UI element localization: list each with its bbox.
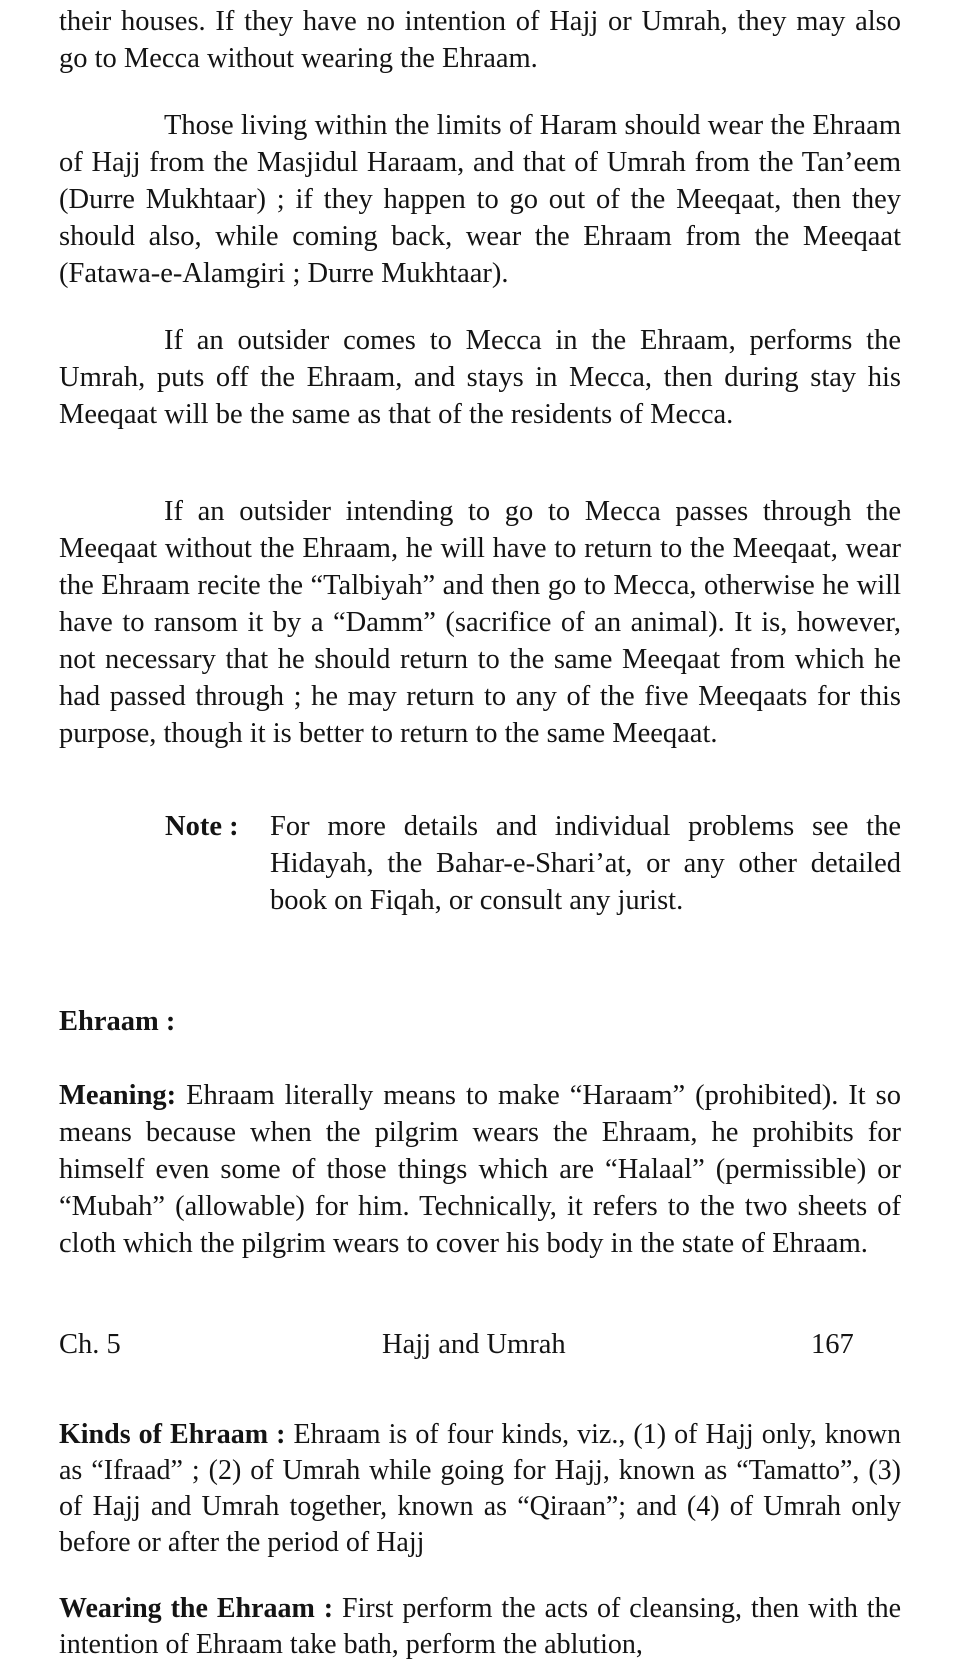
footer-title: Hajj and Umrah [382,1329,566,1360]
paragraph-continuation: their houses. If they have no intention of Hajj or Umrah, they may also go to Mecca without wearing the Ehraam. [59,6,901,74]
kinds-label: Kinds of Ehraam : [59,1419,286,1450]
note-text: For more details and individual problems see the Hidayah, the Bahar-e-Shari’at, or any other detailed book on Fiqah, or consult any jurist. [270,811,901,916]
paragraph-outsider-without-ehraam: If an outsider intending to go to Mecca passes through the Meeqaat without the Ehraam, he will have to return to the Meeqaat, wear the Ehraam recite the “Talbiyah” and then go to Mecca, otherwise he will have to ransom it by a “Damm” (sacrifice of an animal). It is, however, not necessary that he should return to the same Meeqaat from which he had passed through ; he may return to any of the five Meeqaats for this purpose, though it is better to return to the same Meeqaat. [59,496,901,749]
footer-chapter: Ch. 5 [59,1329,121,1360]
paragraph-wearing-ehraam [59,1591,901,1663]
wearing-label: Wearing the Ehraam : [59,1593,334,1624]
paragraph-meaning [59,1077,901,1262]
note-label: Note : [165,811,239,842]
kinds-text: Ehraam is of four kinds, viz., (1) of Hajj only, known as “Ifraad” ; (2) of Umrah while going for Hajj, known as “Tamatto”, (3) of Hajj and Umrah together, known as “Qiraan”; and (4) of Umrah only before or after the period of Hajj [59,1419,901,1558]
meaning-text: Ehraam literally means to make “Haraam” (prohibited). It so means because when the pilgrim wears the Ehraam, he prohibits for himself even some of those things which are “Halaal” (permissible) or “Mubah” (allowable) for him. Technically, it refers to the two sheets of cloth which the pilgrim wears to cover his body in the state of Ehraam. [59,1080,901,1259]
footer-page-number: 167 [811,1329,854,1360]
meaning-label: Meaning: [59,1080,177,1111]
paragraph-kinds-of-ehraam [59,1417,901,1561]
paragraph-haram-residents: Those living within the limits of Haram should wear the Ehraam of Hajj from the Masjidul Haraam, and that of Umrah from the Tan’eem (Durre Mukhtaar) ; if they happen to go out of the Meeqaat, then they should also, while coming back, wear the Ehraam from the Meeqaat (Fatawa-e-Alamgiri ; Durre Mukhtaar). [59,110,901,289]
page-footer [59,1326,859,1363]
paragraph-outsider-umrah: If an outsider comes to Mecca in the Ehraam, performs the Umrah, puts off the Ehraam, and stays in Mecca, then during stay his Meeqaat will be the same as that of the residents of Mecca. [59,325,901,430]
section-heading-ehraam: Ehraam : [59,1006,176,1037]
wearing-text: First perform the acts of cleansing, then with the intention of Ehraam take bath, perform the ablution, [59,1593,902,1660]
